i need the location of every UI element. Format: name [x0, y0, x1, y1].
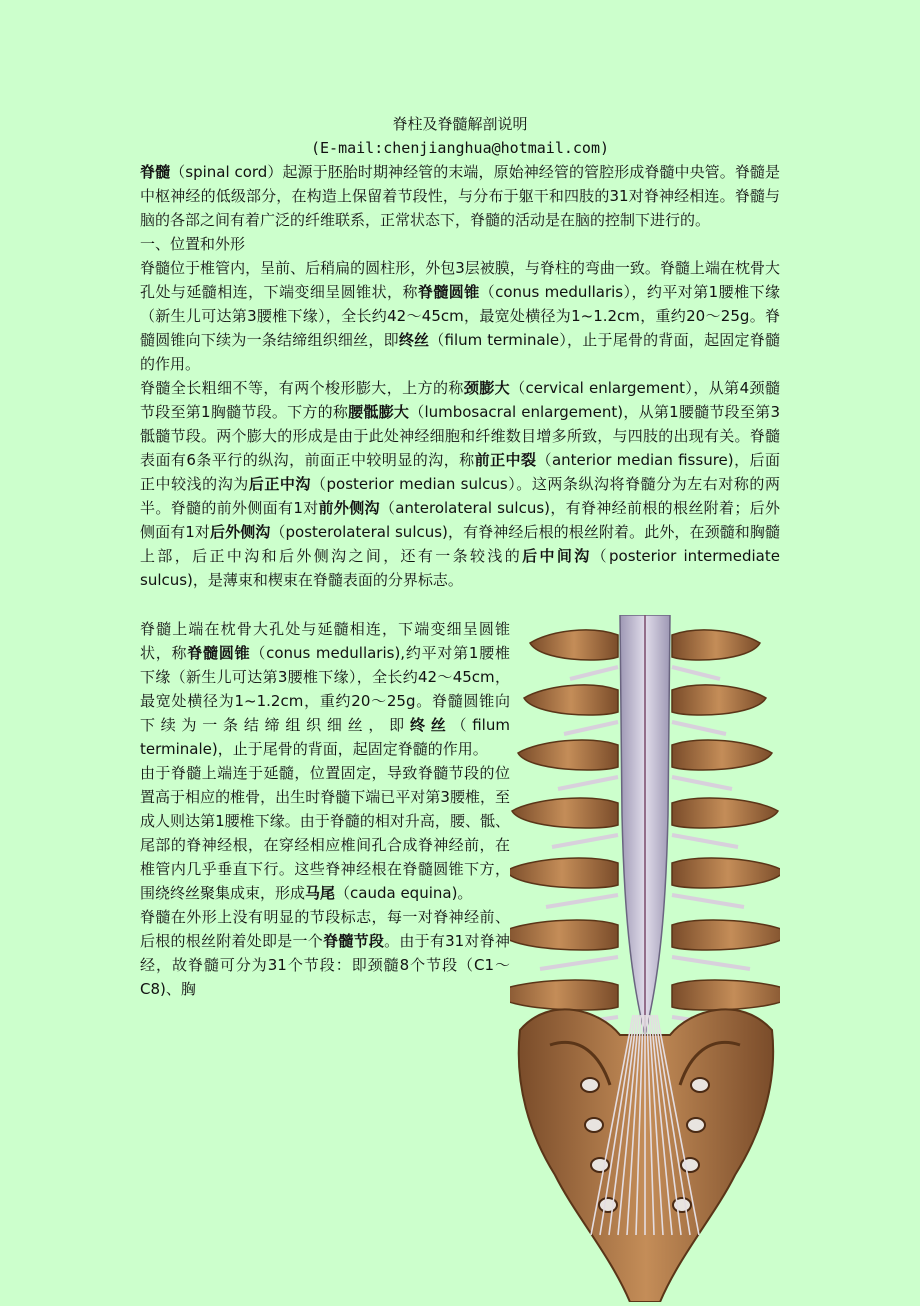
document-title: 脊柱及脊髓解剖说明	[392, 115, 528, 133]
section-heading-position: 一、位置和外形	[140, 235, 246, 253]
sacral-foramen	[681, 1158, 699, 1172]
sacral-foramen	[673, 1198, 691, 1212]
term-anterolateral-sulcus: 前外侧沟	[318, 499, 380, 517]
term-conus-medullaris: 脊髓圆锥	[417, 283, 480, 301]
term-posterior-intermediate-sulcus: 后中间沟	[522, 547, 592, 565]
term-anterior-median-fissure: 前正中裂	[474, 451, 537, 469]
term-conus-medullaris-2: 脊髓圆锥	[187, 644, 251, 662]
body-text-narrow-column	[140, 617, 510, 1001]
paragraph-cauda-equina: 由于脊髓上端连于延髓，位置固定，导致脊髓节段的位置高于相应的椎骨，出生时脊髓下端已平对第3腰椎，至成人则达第1腰椎下缘。由于脊髓的相对升高，腰、骶、尾部的脊神经根，在穿经相应椎间孔合成脊神经前，在椎管内几乎垂直下行。这些脊神经根在脊髓圆锥下方，围绕终丝聚集成束，形成马尾（cauda equina)。	[140, 764, 510, 902]
sacral-foramen	[687, 1118, 705, 1132]
term-spinal-segment: 脊髓节段	[323, 932, 385, 950]
sacral-foramen	[599, 1198, 617, 1212]
sacral-foramen	[591, 1158, 609, 1172]
term-filum-terminale-2: 终丝	[409, 716, 452, 734]
paragraph-segments: 脊髓在外形上没有明显的节段标志，每一对脊神经前、后根的根丝附着处即是一个脊髓节段。由于有31对脊神经，故脊髓可分为31个节段：即颈髓8个节段（C1～C8)、胸	[140, 908, 510, 998]
sacrum	[519, 1009, 773, 1302]
term-cauda-equina: 马尾	[305, 884, 336, 902]
spinal-cord	[620, 615, 670, 1035]
term-posterior-median-sulcus: 后正中沟	[248, 475, 311, 493]
term-posterolateral-sulcus: 后外侧沟	[210, 523, 271, 541]
sacral-foramen	[581, 1078, 599, 1092]
sacral-foramen	[691, 1078, 709, 1092]
paragraph-position: 脊髓位于椎管内，呈前、后稍扁的圆柱形，外包3层被膜，与脊柱的弯曲一致。脊髓上端在枕骨大孔处与延髓相连，下端变细呈圆锥状，称脊髓圆锥（conus medullaris），约平对第1腰椎下缘（新生儿可达第3腰椎下缘），全长约42～45cm，最宽处横径为1~1.2cm，重约20～25g。脊髓圆锥向下续为一条结缔组织细丝，即终丝（filum terminale），止于尾骨的背面，起固定脊髓的作用。	[140, 259, 780, 373]
body-text-full-width	[140, 160, 780, 592]
term-lumbosacral-enlargement: 腰骶膨大	[348, 403, 410, 421]
term-spinal-cord: 脊髓	[140, 163, 171, 181]
paragraph-conus: 脊髓上端在枕骨大孔处与延髓相连，下端变细呈圆锥状，称脊髓圆锥（conus medullaris),约平对第1腰椎下缘（新生儿可达第3腰椎下缘），全长约42～45cm，最宽处横径为1~1.2cm，重约20～25g。脊髓圆锥向下续为一条结缔组织细丝，即终丝（filum terminale)，止于尾骨的背面，起固定脊髓的作用。	[140, 620, 510, 758]
intro-paragraph: 脊髓（spinal cord）起源于胚胎时期神经管的末端，原始神经管的管腔形成脊髓中央管。脊髓是中枢神经的低级部分，在构造上保留着节段性，与分布于躯干和四肢的31对脊神经相连。脊髓与脑的各部之间有着广泛的纤维联系，正常状态下，脊髓的活动是在脑的控制下进行的。	[140, 163, 780, 229]
term-filum-terminale: 终丝	[398, 331, 430, 349]
spinal-column-drawing	[510, 615, 780, 1302]
spine-illustration	[510, 615, 780, 1302]
paragraph-enlargements: 脊髓全长粗细不等，有两个梭形膨大，上方的称颈膨大（cervical enlargement），从第4颈髓节段至第1胸髓节段。下方的称腰骶膨大（lumbosacral enlargement)，从第1腰髓节段至第3骶髓节段。两个膨大的形成是由于此处神经细胞和纤维数目增多所致，与四肢的出现有关。脊髓表面有6条平行的纵沟，前面正中较明显的沟，称前正中裂（anterior median fissure)，后面正中较浅的沟为后正中沟（posterior median sulcus）。这两条纵沟将脊髓分为左右对称的两半。脊髓的前外侧面有1对前外侧沟（anterolateral sulcus)，有脊神经前根的根丝附着；后外侧面有1对后外侧沟（posterolateral sulcus)，有脊神经后根的根丝附着。此外，在颈髓和胸髓上部，后正中沟和后外侧沟之间，还有一条较浅的后中间沟（posterior intermediate sulcus)，是薄束和楔束在脊髓表面的分界标志。	[140, 379, 780, 589]
term-cervical-enlargement: 颈膨大	[463, 379, 511, 397]
author-email: (E-mail:chenjianghua@hotmail.com)	[310, 139, 609, 157]
sacral-foramen	[585, 1118, 603, 1132]
